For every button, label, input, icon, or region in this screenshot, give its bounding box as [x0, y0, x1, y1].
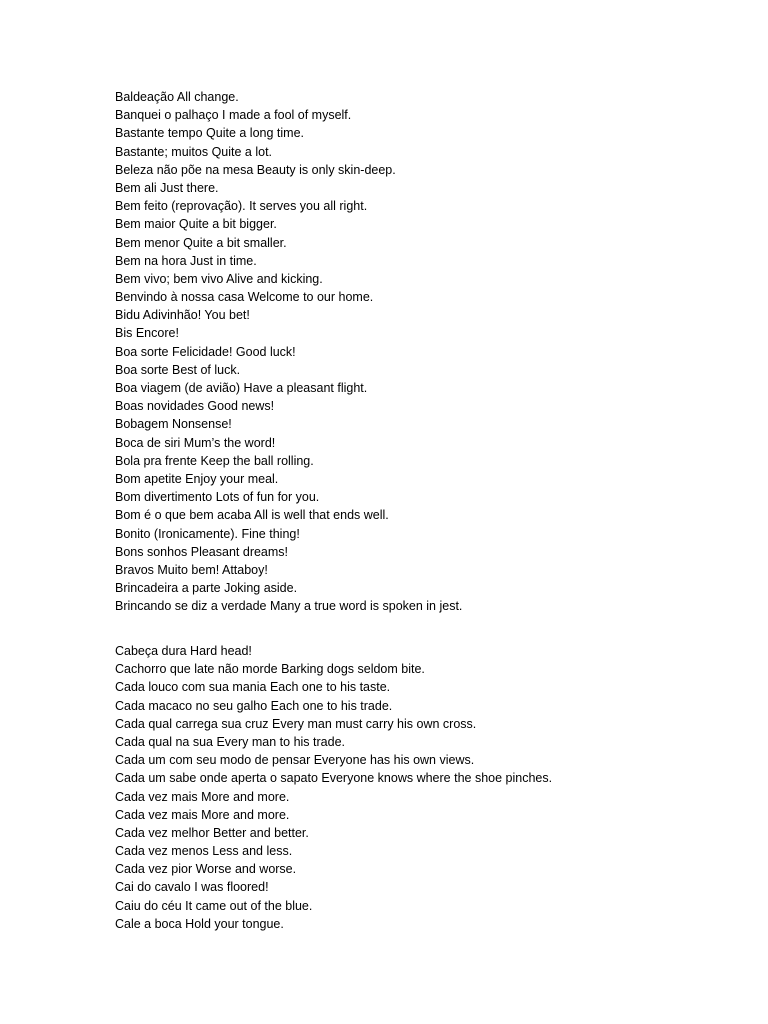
phrase-line: Cada macaco no seu galho Each one to his trade.: [115, 698, 393, 713]
phrase-line: Bem vivo; bem vivo Alive and kicking.: [115, 271, 323, 286]
phrase-line: Bons sonhos Pleasant dreams!: [115, 544, 289, 559]
phrase-line: Bastante tempo Quite a long time.: [115, 126, 304, 141]
phrase-line: Cada louco com sua mania Each one to his taste.: [115, 680, 391, 695]
phrase-line: Cai do cavalo I was floored!: [115, 880, 269, 895]
phrase-line: Bem na hora Just in time.: [115, 253, 257, 268]
phrase-line: Boas novidades Good news!: [115, 399, 275, 414]
phrase-line: Benvindo à nossa casa Welcome to our home.: [115, 290, 374, 305]
phrase-line: Cachorro que late não morde Barking dogs seldom bite.: [115, 662, 425, 677]
phrase-line: Banquei o palhaço I made a fool of myself.: [115, 108, 352, 123]
phrase-line: Bravos Muito bem! Attaboy!: [115, 562, 268, 577]
phrase-line: Bis Encore!: [115, 326, 179, 341]
phrase-line: Cada vez mais More and more.: [115, 789, 290, 804]
phrase-line: Boa viagem (de avião) Have a pleasant flight.: [115, 381, 368, 395]
phrase-line: Cale a boca Hold your tongue.: [115, 916, 284, 931]
phrase-line: Brincando se diz a verdade Many a true word is spoken in jest.: [115, 599, 463, 614]
phrase-line: Cada um sabe onde aperta o sapato Everyone knows where the shoe pinches.: [115, 771, 553, 786]
phrase-line: Cada vez mais More and more.: [115, 807, 290, 822]
phrase-line: Bola pra frente Keep the ball rolling.: [115, 453, 314, 468]
phrase-line: Cada vez pior Worse and worse.: [115, 862, 297, 877]
phrase-line: Bem ali Just there.: [115, 180, 219, 195]
phrase-line: Bem feito (reprovação). It serves you all right.: [115, 199, 368, 214]
phrase-line: Boa sorte Best of luck.: [115, 362, 241, 377]
phrase-line: Bem maior Quite a bit bigger.: [115, 217, 277, 232]
phrase-line: Cabeça dura Hard head!: [115, 644, 252, 658]
phrase-line: Bonito (Ironicamente). Fine thing!: [115, 526, 300, 541]
phrase-line: Boca de siri Mum’s the word!: [115, 435, 276, 450]
phrase-line: Cada qual carrega sua cruz Every man must carry his own cross.: [115, 716, 477, 731]
phrase-line: Bem menor Quite a bit smaller.: [115, 235, 287, 250]
phrase-line: Bom é o que bem acaba All is well that ends well.: [115, 508, 389, 523]
phrase-list-c: [115, 642, 735, 933]
phrase-line: Caiu do céu It came out of the blue.: [115, 898, 313, 913]
phrase-line: Cada um com seu modo de pensar Everyone has his own views.: [115, 753, 475, 768]
phrase-line: Bastante; muitos Quite a lot.: [115, 144, 273, 159]
phrase-line: Cada vez melhor Better and better.: [115, 825, 309, 840]
phrase-line: Cada vez menos Less and less.: [115, 844, 293, 859]
phrase-line: Bom apetite Enjoy your meal.: [115, 471, 279, 486]
phrase-line: Bom divertimento Lots of fun for you.: [115, 490, 320, 505]
phrase-line: Boa sorte Felicidade! Good luck!: [115, 344, 296, 359]
phrase-line: Brincadeira a parte Joking aside.: [115, 581, 298, 596]
phrase-line: Bidu Adivinhão! You bet!: [115, 308, 250, 323]
phrase-list-b: [115, 88, 735, 615]
phrase-line: Baldeação All change.: [115, 90, 239, 104]
phrase-line: Cada qual na sua Every man to his trade.: [115, 734, 345, 749]
phrase-line: Beleza não põe na mesa Beauty is only skin-deep.: [115, 162, 396, 177]
phrase-line: Bobagem Nonsense!: [115, 417, 232, 432]
